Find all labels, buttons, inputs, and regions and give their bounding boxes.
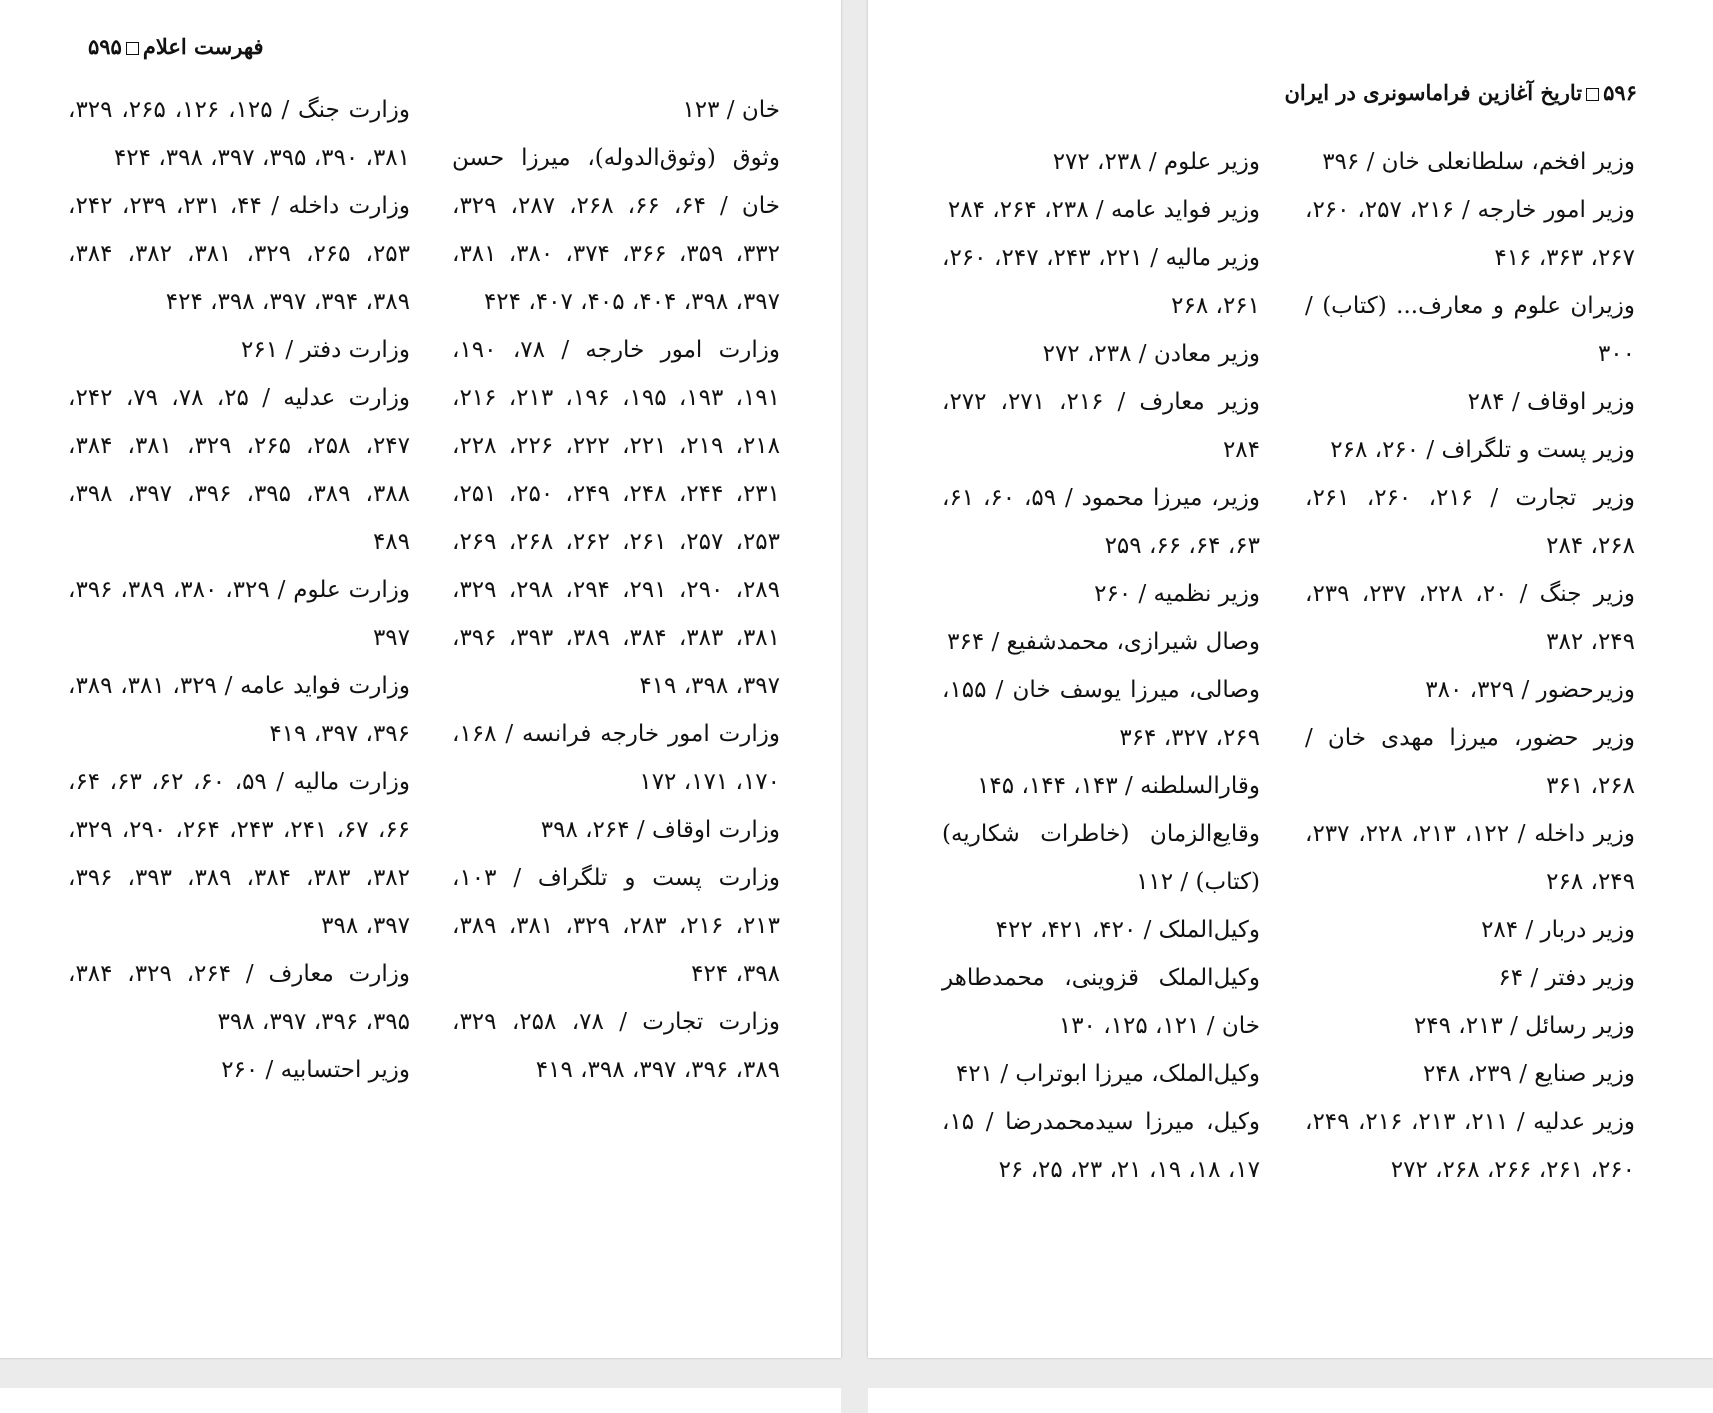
left-page-column-right xyxy=(452,86,780,1094)
index-entry: وزیر افخم، سلطانعلی خان / ۳۹۶ xyxy=(1322,149,1635,175)
index-entry: وزیر فواید عامه / ۲۳۸، ۲۶۴، ۲۸۴ xyxy=(947,197,1260,223)
index-entry: وصال شیرازی، محمدشفیع / ۳۶۴ xyxy=(947,629,1260,655)
index-entry: وزیر تجارت / ۲۱۶، ۲۶۰، ۲۶۱، ۲۶۸، ۲۸۴ xyxy=(1305,485,1635,559)
index-entry: وزیر معارف / ۲۱۶، ۲۷۱، ۲۷۲، ۲۸۴ xyxy=(942,389,1261,463)
index-entry: وزارت تجارت / ۷۸، ۲۵۸، ۳۲۹، ۳۸۹، ۳۹۶، ۳۹۷، ۳۹۸، ۴۱۹ xyxy=(452,1009,781,1083)
index-entry: وثوق (وثوق‌الدوله)، میرزا حسن خان / ۶۴، ۶۶، ۲۶۸، ۲۸۷، ۳۲۹، ۳۳۲، ۳۵۹، ۳۶۶، ۳۷۴، ۳۸۰، ۳۸۱، ۳۹۷، ۳۹۸، ۴۰۴، ۴۰۵، ۴۰۷، ۴۲۴ xyxy=(452,145,781,315)
index-entry: وزیر داخله / ۱۲۲، ۲۱۳، ۲۲۸، ۲۳۷، ۲۴۹، ۲۶۸ xyxy=(1305,821,1636,895)
index-entry: وزارت فواید عامه / ۳۲۹، ۳۸۱، ۳۸۹، ۳۹۶، ۳۹۷، ۴۱۹ xyxy=(68,673,411,747)
right-page-number: ۵۹۶ xyxy=(1603,80,1637,105)
index-entry: وزیر دربار / ۲۸۴ xyxy=(1481,917,1635,943)
index-entry: وزارت امور خارجه / ۷۸، ۱۹۰، ۱۹۱، ۱۹۳، ۱۹۵، ۱۹۶، ۲۱۳، ۲۱۶، ۲۱۸، ۲۱۹، ۲۲۱، ۲۲۲، ۲۲۶، ۲۲۸، ۲۳۱، ۲۴۴، ۲۴۸، ۲۴۹، ۲۵۰، ۲۵۱، ۲۵۳، ۲۵۷، ۲۶۱، ۲۶۲، ۲۶۸، ۲۶۹، ۲۸۹، ۲۹۰، ۲۹۱، ۲۹۴، ۲۹۸، ۳۲۹، ۳۸۱، ۳۸۳، ۳۸۴، ۳۸۹، ۳۹۳، ۳۹۶، ۳۹۷، ۳۹۸، ۴۱۹ xyxy=(452,337,781,699)
index-entry: وزیر صنایع / ۲۳۹، ۲۴۸ xyxy=(1423,1061,1635,1087)
index-entry: وزارت داخله / ۴۴، ۲۳۱، ۲۳۹، ۲۴۲، ۲۵۳، ۲۶۵، ۳۲۹، ۳۸۱، ۳۸۲، ۳۸۴، ۳۸۹، ۳۹۴، ۳۹۷، ۳۹۸، ۴۲۴ xyxy=(68,193,411,315)
index-entry: خان / ۱۲۳ xyxy=(682,97,780,123)
index-entry: وزارت مالیه / ۵۹، ۶۰، ۶۲، ۶۳، ۶۴، ۶۶، ۶۷، ۲۴۱، ۲۴۳، ۲۶۴، ۲۹۰، ۳۲۹، ۳۸۲، ۳۸۳، ۳۸۴، ۳۸۹، ۳۹۳، ۳۹۶، ۳۹۷، ۳۹۸ xyxy=(68,769,411,939)
next-left-page-edge xyxy=(0,1388,841,1413)
index-entry: وزیران علوم و معارف... (کتاب) / ۳۰۰ xyxy=(1305,293,1635,367)
index-entry: وصالی، میرزا یوسف خان / ۱۵۵، ۲۶۹، ۳۲۷، ۳۶۴ xyxy=(942,677,1260,751)
index-entry: وکیل، میرزا سیدمحمدرضا / ۱۵، ۱۷، ۱۸، ۱۹، ۲۱، ۲۳، ۲۵، ۲۶ xyxy=(942,1109,1260,1183)
index-entry: وزیر علوم / ۲۳۸، ۲۷۲ xyxy=(1052,149,1260,175)
index-entry: وقایع‌الزمان (خاطرات شکاریه) (کتاب) / ۱۱۲ xyxy=(942,821,1260,895)
index-entry: وزارت پست و تلگراف / ۱۰۳، ۲۱۳، ۲۱۶، ۲۸۳، ۳۲۹، ۳۸۱، ۳۸۹، ۳۹۸، ۴۲۴ xyxy=(452,865,781,987)
index-entry: وکیل‌الملک، میرزا ابوتراب / ۴۲۱ xyxy=(955,1061,1260,1087)
square-separator-icon xyxy=(126,42,139,55)
index-entry: وزیر مالیه / ۲۲۱، ۲۴۳، ۲۴۷، ۲۶۰، ۲۶۱، ۲۶۸ xyxy=(942,245,1260,319)
index-entry: وزیر رسائل / ۲۱۳، ۲۴۹ xyxy=(1413,1013,1635,1039)
index-entry: وزارت دفتر / ۲۶۱ xyxy=(241,337,410,363)
index-entry: وکیل‌الملک / ۴۲۰، ۴۲۱، ۴۲۲ xyxy=(995,917,1260,943)
index-entry: وزیر احتسابیه / ۲۶۰ xyxy=(221,1057,410,1083)
index-entry: وزیرحضور / ۳۲۹، ۳۸۰ xyxy=(1425,677,1635,703)
index-entry: وزیر، میرزا محمود / ۵۹، ۶۰، ۶۱، ۶۳، ۶۴، ۶۶، ۲۵۹ xyxy=(942,485,1260,559)
index-entry: وزارت علوم / ۳۲۹، ۳۸۰، ۳۸۹، ۳۹۶، ۳۹۷ xyxy=(68,577,411,651)
index-entry: وزیر نظمیه / ۲۶۰ xyxy=(1094,581,1260,607)
index-entry: وزارت عدلیه / ۲۵، ۷۸، ۷۹، ۲۴۲، ۲۴۷، ۲۵۸، ۲۶۵، ۳۲۹، ۳۸۱، ۳۸۴، ۳۸۸، ۳۸۹، ۳۹۵، ۳۹۶، ۳۹۷، ۳۹۸، ۴۸۹ xyxy=(68,385,411,555)
index-entry: وزیر امور خارجه / ۲۱۶، ۲۵۷، ۲۶۰، ۲۶۷، ۳۶۳، ۴۱۶ xyxy=(1305,197,1636,271)
index-entry: وزارت معارف / ۲۶۴، ۳۲۹، ۳۸۴، ۳۹۵، ۳۹۶، ۳۹۷، ۳۹۸ xyxy=(68,961,411,1035)
index-entry: وزیر پست و تلگراف / ۲۶۰، ۲۶۸ xyxy=(1330,437,1635,463)
index-entry: وزیر اوقاف / ۲۸۴ xyxy=(1467,389,1635,415)
right-page-header xyxy=(1285,80,1638,105)
index-entry: وزارت امور خارجه فرانسه / ۱۶۸، ۱۷۰، ۱۷۱، ۱۷۲ xyxy=(452,721,780,795)
left-header-title: فهرست اعلام xyxy=(142,34,264,59)
right-header-title: تاریخ آغازین فراماسونری در ایران xyxy=(1284,80,1583,105)
left-page xyxy=(0,0,841,1358)
right-page-column-left xyxy=(942,138,1260,1194)
index-entry: وزیر دفتر / ۶۴ xyxy=(1498,965,1635,991)
square-separator-icon xyxy=(1586,88,1599,101)
index-entry: وزیر عدلیه / ۲۱۱، ۲۱۳، ۲۱۶، ۲۴۹، ۲۶۰، ۲۶۱، ۲۶۶، ۲۶۸، ۲۷۲ xyxy=(1305,1109,1635,1183)
index-entry: وکیل‌الملک قزوینی، محمدطاهر خان / ۱۲۱، ۱۲۵، ۱۳۰ xyxy=(942,965,1260,1039)
left-page-column-left xyxy=(68,86,410,1094)
next-right-page-edge xyxy=(868,1388,1713,1413)
index-entry: وزیر جنگ / ۲۰، ۲۲۸، ۲۳۷، ۲۳۹، ۲۴۹، ۳۸۲ xyxy=(1305,581,1635,655)
index-entry: وزیر معادن / ۲۳۸، ۲۷۲ xyxy=(1042,341,1260,367)
left-page-number: ۵۹۵ xyxy=(88,34,122,59)
left-page-header xyxy=(88,34,264,59)
right-page-column-right xyxy=(1305,138,1635,1194)
index-entry: وقارالسلطنه / ۱۴۳، ۱۴۴، ۱۴۵ xyxy=(977,773,1260,799)
index-entry: وزارت اوقاف / ۲۶۴، ۳۹۸ xyxy=(540,817,780,843)
index-entry: وزارت جنگ / ۱۲۵، ۱۲۶، ۲۶۵، ۳۲۹، ۳۸۱، ۳۹۰، ۳۹۵، ۳۹۷، ۳۹۸، ۴۲۴ xyxy=(68,97,411,171)
index-entry: وزیر حضور، میرزا مهدی خان / ۲۶۸، ۳۶۱ xyxy=(1305,725,1635,799)
